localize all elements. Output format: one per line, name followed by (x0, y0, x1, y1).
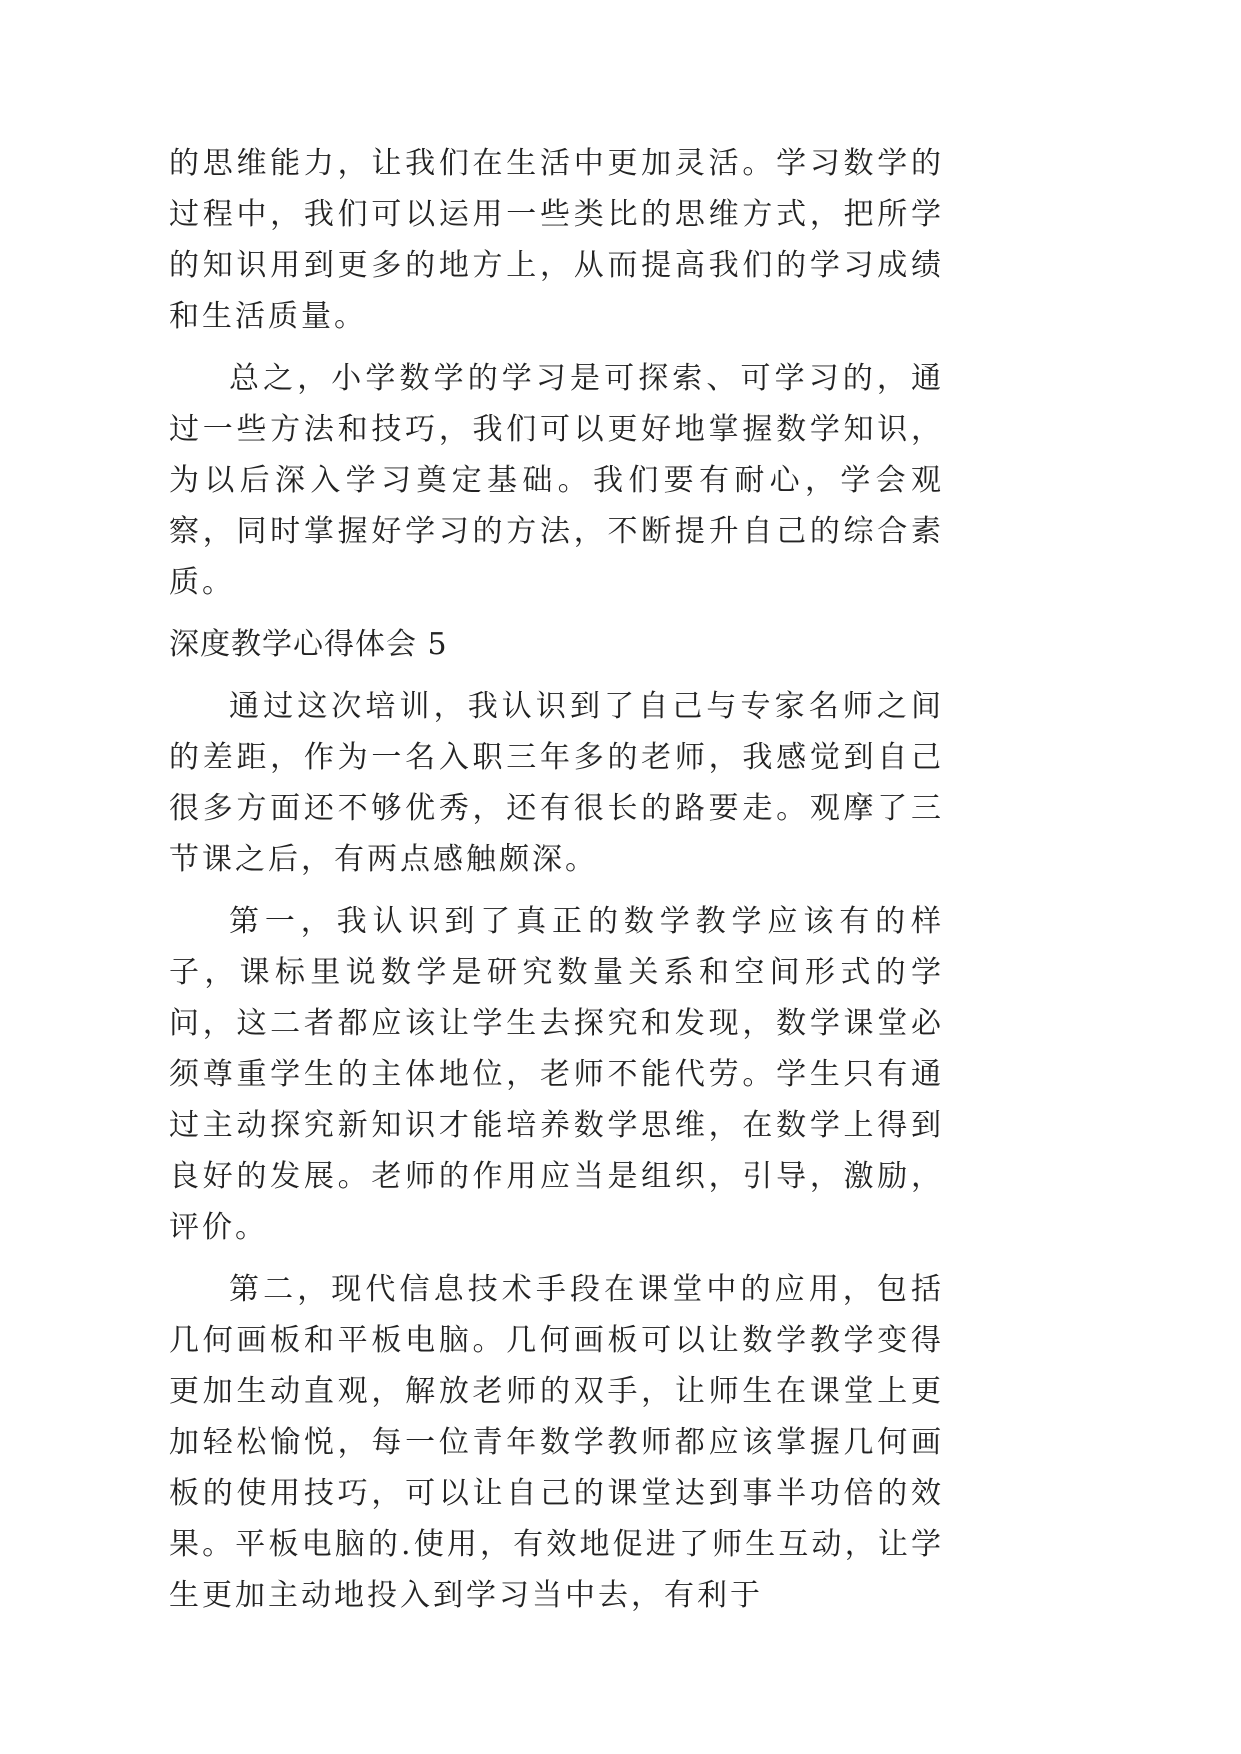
paragraph-point-one: 第一，我认识到了真正的数学教学应该有的样子，课标里说数学是研究数量关系和空间形式的学问，这二者都应该让学生去探究和发现，数学课堂必须尊重学生的主体地位，老师不能代劳。学生只有通过主动探究新知识才能培养数学思维，在数学上得到良好的发展。老师的作用应当是组织，引导，激励，评价。 (169, 904, 944, 1245)
section-heading: 深度教学心得体会 5 (169, 627, 448, 662)
document-body (169, 138, 944, 1632)
paragraph-summary: 总之，小学数学的学习是可探索、可学习的，通过一些方法和技巧，我们可以更好地掌握数学知识，为以后深入学习奠定基础。我们要有耐心，学会观察，同时掌握好学习的方法，不断提升自己的综合素质。 (169, 361, 944, 600)
paragraph-continuation: 的思维能力，让我们在生活中更加灵活。学习数学的过程中，我们可以运用一些类比的思维方式，把所学的知识用到更多的地方上，从而提高我们的学习成绩和生活质量。 (169, 146, 944, 334)
paragraph-intro: 通过这次培训，我认识到了自己与专家名师之间的差距，作为一名入职三年多的老师，我感觉到自己很多方面还不够优秀，还有很长的路要走。观摩了三节课之后，有两点感触颇深。 (169, 689, 944, 877)
paragraph-point-two: 第二，现代信息技术手段在课堂中的应用，包括几何画板和平板电脑。几何画板可以让数学教学变得更加生动直观，解放老师的双手，让师生在课堂上更加轻松愉悦，每一位青年数学教师都应该掌握几何画板的使用技巧，可以让自己的课堂达到事半功倍的效果。平板电脑的.使用，有效地促进了师生互动，让学生更加主动地投入到学习当中去，有利于 (169, 1272, 944, 1613)
